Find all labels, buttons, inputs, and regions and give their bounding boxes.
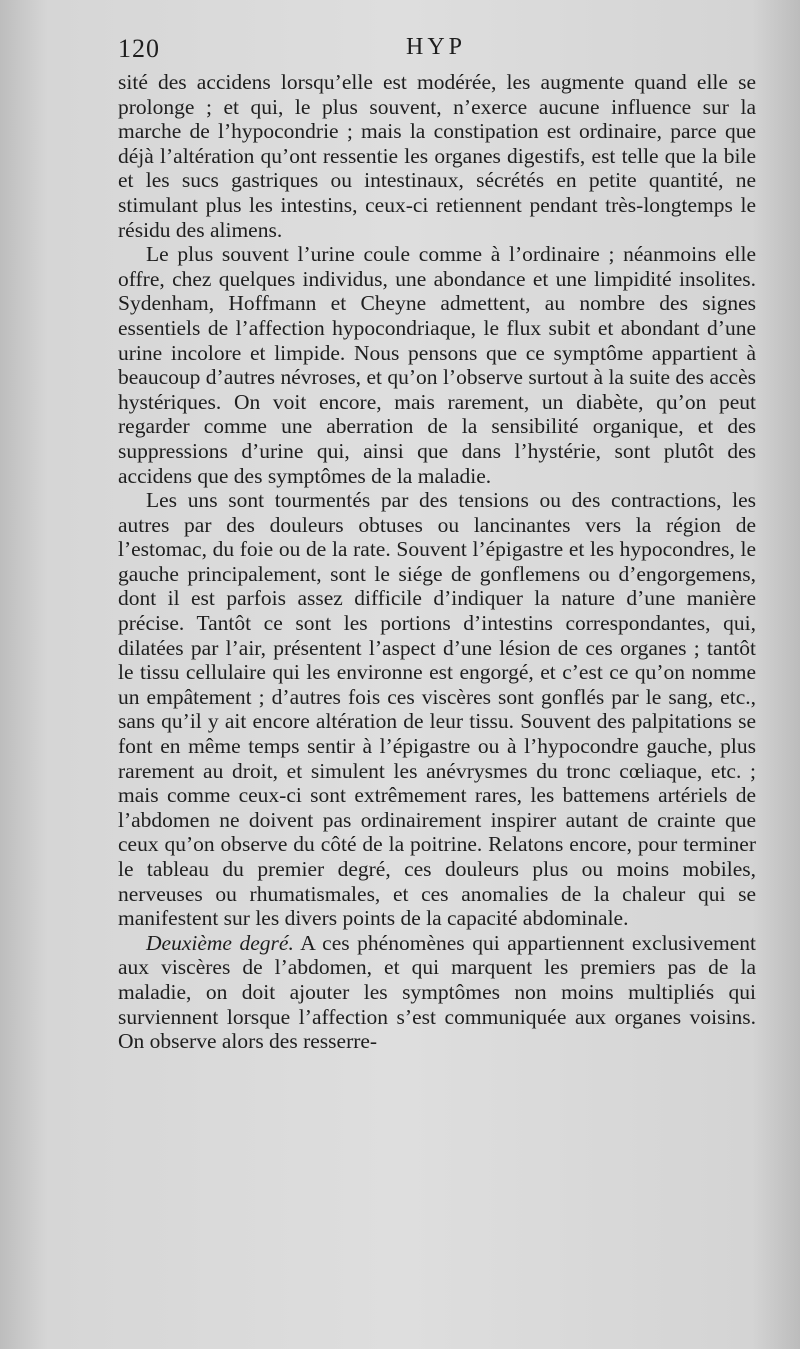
paragraph-second-degree-text: A ces phénomènes qui appartiennent exclusivement aux viscères de l’abdomen, et qui marquent les premiers pas de la maladie, on doit ajouter les symptômes non moins multipliés qui surviennent lorsque l’affection s’est communiquée aux organes voisins. On observe alors des resserre- [118, 930, 757, 1054]
running-head [118, 34, 754, 64]
paragraph-continuation: sité des accidens lorsqu’elle est modérée, les augmente quand elle se prolonge ; et qui, le plus souvent, n’exerce aucune influence sur la marche de l’hypocondrie ; mais la constipation est ordinaire, parce que déjà l’altération qu’ont ressentie les organes digestifs, est telle que la bile et les sucs gastriques ou intestinaux, sécrétés en petite quantité, ne stimulant plus les intestins, ceux-ci retiennent pendant très-longtemps le résidu des alimens. [118, 70, 756, 242]
page-number: 120 [118, 34, 160, 63]
section-lead-in: Deuxième degré. [146, 930, 294, 955]
running-head-title: HYP [405, 34, 466, 60]
paragraph-second-degree [118, 931, 756, 1054]
paragraph-urine: Le plus souvent l’urine coule comme à l’ordinaire ; néanmoins elle offre, chez quelques individus, une abondance et une limpidité insolites. Sydenham, Hoffmann et Cheyne admettent, au nombre des signes essentiels de l’affection hypocondriaque, le flux subit et abondant d’une urine incolore et limpide. Nous pensons que ce symptôme appartient à beaucoup d’autres névroses, et qu’on l’observe surtout à la suite des accès hystériques. On voit encore, mais rarement, un diabète, qu’on peut regarder comme une aberration de la sensibilité organique, et des suppressions d’urine qui, ainsi que dans l’hystérie, sont plutôt des accidens que des symptômes de la maladie. [118, 242, 756, 488]
paragraph-abdominal-pains: Les uns sont tourmentés par des tensions ou des contractions, les autres par des douleurs obtuses ou lancinantes vers la région de l’estomac, du foie ou de la rate. Souvent l’épigastre et les hypocondres, le gauche principalement, sont le siége de gonflemens ou d’engorgemens, dont il est parfois assez difficile d’indiquer la nature d’une manière précise. Tantôt ce sont les portions d’intestins correspondantes, qui, dilatées par l’air, présentent l’aspect d’une lésion de ces organes ; tantôt le tissu cellulaire qui les environne est engorgé, et c’est ce qu’on nomme un empâtement ; d’autres fois ces viscères sont gonflés par le sang, etc., sans qu’il y ait encore altération de leur tissu. Souvent des palpitations se font en même temps sentir à l’épigastre ou à l’hypocondre gauche, plus rarement au droit, et simulent les anévrysmes du tronc cœliaque, etc. ; mais comme ceux-ci sont extrêmement rares, les battemens artériels de l’abdomen ne doivent pas ordinairement inspirer autant de crainte que ceux qu’on observe du côté de la poitrine. Relatons encore, pour terminer le tableau du premier degré, ces douleurs plus ou moins mobiles, nerveuses ou rhumatismales, et ces anomalies de la chaleur qui se manifestent sur les divers points de la capacité abdominale. [118, 488, 756, 931]
body-text [118, 70, 756, 1054]
